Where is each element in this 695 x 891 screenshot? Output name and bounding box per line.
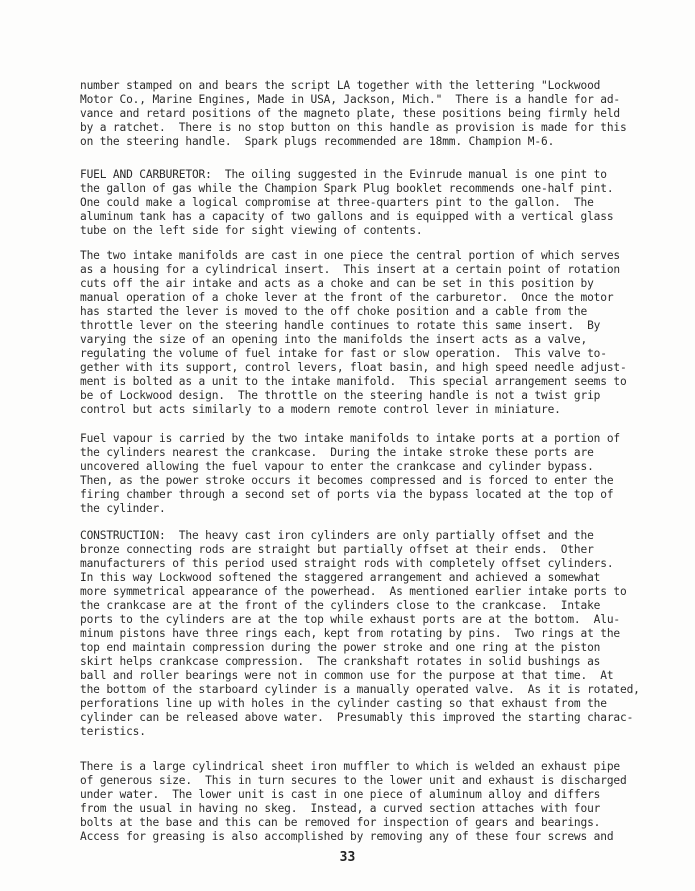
text-line: the cylinders nearest the crankcase. During the intake stroke these ports are xyxy=(80,446,594,459)
text-line: as a housing for a cylindrical insert. This insert at a certain point of rotation xyxy=(80,263,621,276)
text-line: skirt helps crankcase compression. The crankshaft rotates in solid bushings as xyxy=(80,655,601,668)
text-line: has started the lever is moved to the off choke position and a cable from the xyxy=(80,305,588,318)
text-line: tube on the left side for sight viewing of contents. xyxy=(80,224,423,237)
text-line: varying the size of an opening into the manifolds the insert acts as a valve, xyxy=(80,333,588,346)
text-line: control but acts similarly to a modern remote control lever in miniature. xyxy=(80,403,561,416)
text-line: ball and roller bearings were not in common use for the purpose at that time. At xyxy=(80,669,614,682)
page-number: 33 xyxy=(339,850,356,865)
text-line: Fuel vapour is carried by the two intake manifolds to intake ports at a portion of xyxy=(80,432,621,445)
text-line: more symmetrical appearance of the powerhead. As mentioned earlier intake ports to xyxy=(80,585,627,598)
text-line: Access for greasing is also accomplished by removing any of these four screws and xyxy=(80,830,614,843)
text-line: uncovered allowing the fuel vapour to enter the crankcase and cylinder bypass. xyxy=(80,460,594,473)
text-line: by a ratchet. There is no stop button on this handle as provision is made for this xyxy=(80,121,627,134)
text-line: manual operation of a choke lever at the front of the carburetor. Once the motor xyxy=(80,291,614,304)
text-line: the crankcase are at the front of the cylinders close to the crankcase. Intake xyxy=(80,599,601,612)
text-line: of generous size. This in turn secures to the lower unit and exhaust is discharged xyxy=(80,774,627,787)
paragraph-intake-manifolds xyxy=(80,249,640,417)
text-line: minum pistons have three rings each, kept from rotating by pins. Two rings at the xyxy=(80,627,621,640)
text-line: The two intake manifolds are cast in one piece the central portion of which serves xyxy=(80,249,621,262)
text-line: top end maintain compression during the power stroke and one ring at the piston xyxy=(80,641,601,654)
text-line: bronze connecting rods are straight but partially offset at their ends. Other xyxy=(80,543,594,556)
paragraph-magneto xyxy=(80,79,640,149)
text-line: ment is bolted as a unit to the intake manifold. This special arrangement seems to xyxy=(80,375,627,388)
text-line: on the steering handle. Spark plugs recommended are 18mm. Champion M-6. xyxy=(80,135,555,148)
text-line: firing chamber through a second set of ports via the bypass located at the top of xyxy=(80,488,614,501)
text-line: the gallon of gas while the Champion Spark Plug booklet recommends one-half pint. xyxy=(80,182,614,195)
paragraph-fuel-vapour xyxy=(80,432,640,516)
text-line: Motor Co., Marine Engines, Made in USA, Jackson, Mich." There is a handle for ad- xyxy=(80,93,621,106)
text-line: FUEL AND CARBURETOR: The oiling suggested in the Evinrude manual is one pint to xyxy=(80,168,607,181)
text-line: manufacturers of this period used straight rods with completely offset cylinders. xyxy=(80,557,614,570)
text-line: throttle lever on the steering handle continues to rotate this same insert. By xyxy=(80,319,601,332)
text-line: aluminum tank has a capacity of two gallons and is equipped with a vertical glass xyxy=(80,210,614,223)
text-line: the bottom of the starboard cylinder is a manually operated valve. As it is rotated, xyxy=(80,683,640,696)
paragraph-construction xyxy=(80,529,640,739)
text-line: ports to the cylinders are at the top while exhaust ports are at the bottom. Alu- xyxy=(80,613,621,626)
text-line: CONSTRUCTION: The heavy cast iron cylinders are only partially offset and the xyxy=(80,529,594,542)
text-line: teristics. xyxy=(80,725,146,738)
text-line: Then, as the power stroke occurs it becomes compressed and is forced to enter the xyxy=(80,474,614,487)
text-line: vance and retard positions of the magneto plate, these positions being firmly held xyxy=(80,107,621,120)
text-line: In this way Lockwood softened the staggered arrangement and achieved a somewhat xyxy=(80,571,601,584)
text-line: regulating the volume of fuel intake for fast or slow operation. This valve to- xyxy=(80,347,607,360)
text-line: under water. The lower unit is cast in one piece of aluminum alloy and differs xyxy=(80,788,601,801)
text-line: the cylinder. xyxy=(80,502,166,515)
paragraph-muffler xyxy=(80,760,640,844)
text-line: gether with its support, control levers, float basin, and high speed needle adjust- xyxy=(80,361,627,374)
text-line: There is a large cylindrical sheet iron muffler to which is welded an exhaust pipe xyxy=(80,760,621,773)
text-line: perforations line up with holes in the cylinder casting so that exhaust from the xyxy=(80,697,607,710)
text-line: be of Lockwood design. The throttle on the steering handle is not a twist grip xyxy=(80,389,601,402)
text-line: number stamped on and bears the script LA together with the lettering "Lockwood xyxy=(80,79,601,92)
text-line: from the usual in having no skeg. Instead, a curved section attaches with four xyxy=(80,802,601,815)
text-line: cylinder can be released above water. Presumably this improved the starting charac- xyxy=(80,711,634,724)
paragraph-fuel-and-carburetor xyxy=(80,168,640,238)
text-line: One could make a logical compromise at three-quarters pint to the gallon. The xyxy=(80,196,594,209)
text-line: cuts off the air intake and acts as a choke and can be set in this position by xyxy=(80,277,594,290)
text-line: bolts at the base and this can be removed for inspection of gears and bearings. xyxy=(80,816,601,829)
